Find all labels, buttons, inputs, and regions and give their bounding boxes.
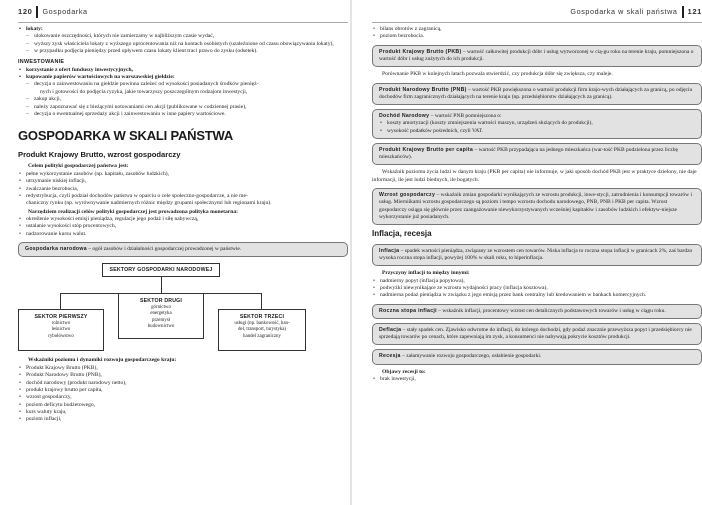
sector-item: del, transport, turystyka) (237, 327, 287, 333)
page-number: 121 (687, 6, 702, 16)
header-rule (18, 22, 348, 23)
list-item: • nadmierny popyt (inflacja popytowa), (372, 278, 702, 285)
definition-box (372, 109, 702, 139)
definition-text: – wartość PKB przypadająca na jednego mieszkańca (war-tość PKB podzielona przez liczbę mieszkańców). (379, 146, 678, 161)
list-item: • poziom bezrobocia. (372, 33, 702, 40)
header-divider (36, 6, 38, 18)
definition-box (372, 323, 702, 346)
list-item: – ulokowanie oszczędności, których nie zamierzamy w najbliższym czasie wydać, (18, 33, 348, 40)
definition-term: Wzrost gospodarczy (379, 192, 436, 199)
list-item: – decyzja o ewentualnej sprzedaży akcji i zainwestowaniu w inne papiery wartościowe. (18, 111, 348, 118)
definition-term: Dochód Narodowy (379, 113, 430, 120)
definition-box (372, 83, 702, 106)
list-item: • wzrost gospodarczy, (18, 394, 348, 401)
definition-text: – stały spadek cen. Zjawisko odwrotne do inflacji, do którego dochodzi, gdy podaż znacznie przewyższa popyt i przedsiębiorcy nie sprzedają towarów po cenach, które zapewniają im zysk, a konsumenci nie nabywają pokrycie kosztów produkcji. (379, 326, 692, 341)
definition-term: Produkt Krajowy Brutto per capita (379, 146, 474, 153)
objawy-heading: Objawy recesji to: (382, 368, 426, 375)
right-page-header (372, 4, 702, 20)
list-item: • podwyżki niewynikające ze wzrostu wydajności pracy (inflacja kosztowa), (372, 285, 702, 292)
sector-item: rybołówstwo (48, 333, 74, 339)
definition-box (372, 349, 702, 364)
definition-text: – załamywanie rozwoju gospodarczego, osłabienie gospodarki. (400, 353, 542, 360)
list-item: – wyższy zysk właściciela lokaty z wyższego oprocentowania niż na kontach osobistych (uzależnione od czasu obowiązywania lokaty), (18, 41, 348, 48)
list-item: • koszty amortyzacji (koszty zmniejszenia wartości maszyn, urządzeń służących do produkcji), (379, 120, 695, 127)
inwestowanie-heading: INWESTOWANIE (18, 58, 65, 65)
definition-text: – wartość PKB powiększona o wartość produkcji firm krajo-wych działających za granicą, po odjęciu dochodów firm zagranicznych działających na terenie kraju (np. przedsiębiorstw działających za granicą). (379, 86, 693, 100)
gielda-list (18, 81, 348, 118)
list-item: – zakup akcji, (18, 96, 348, 103)
sector-item: przemysł (152, 317, 170, 323)
subsection-title: Produkt Krajowy Brutto, wzrost gospodarczy (18, 150, 181, 160)
list-item: • pełne wykorzystanie zasobów (np. kapitału, zasobów ludzkich), (18, 171, 348, 178)
list-item: • Produkt Krajowy Brutto (PKB), (18, 365, 348, 372)
page-number: 120 (18, 6, 33, 16)
list-item: • kurs waluty kraju, (18, 409, 348, 416)
list-item: – w przypadku podjęcia pieniędzy przed upływem czasu lokaty klient traci prawo do zysku (odsetek). (18, 48, 348, 55)
cele-list (18, 171, 348, 208)
cele-heading: Celem polityki gospodarczej państwa jest: (28, 163, 129, 170)
definition-term: Inflacja (379, 247, 400, 254)
list-item: • wysokość podatków pośrednich, czyli VAT. (379, 128, 695, 135)
connector-line (261, 293, 262, 309)
list-item: • zwalczanie bezrobocia, (18, 186, 348, 193)
sector-title: SEKTOR DRUGI (139, 298, 183, 305)
left-page (18, 0, 348, 505)
lokaty-label: • lokaty: (18, 26, 348, 33)
list-item-continued: nych i gotowości do podjęcia ryzyka, jakie towarzyszy poszczególnym rodzajom inwestycji, (40, 88, 248, 95)
list-item: – decyzja o zainwestowaniu na giełdzie powinna zależeć od wysokości posiadanych środków pienięż- (18, 81, 348, 88)
list-item: • korzystanie z ofert funduszy inwestycyjnych, (18, 67, 348, 74)
definition-box (372, 188, 702, 225)
connector-line (60, 293, 61, 309)
definition-term: Deflacja (379, 326, 402, 333)
sector-item: górnictwo (151, 305, 171, 311)
sector-item: usługi (np. bankowość, han- (234, 321, 290, 327)
book-gutter (350, 0, 352, 505)
definition-term: Produkt Krajowy Brutto (PKB) (379, 48, 462, 55)
sector-item: rolnictwo (51, 321, 71, 327)
list-item: • ustalanie wysokości stóp procentowych, (18, 223, 348, 230)
list-item: • kupowanie papierów wartościowych na warszawskiej giełdzie: (18, 74, 348, 81)
przyczyny-list (372, 278, 702, 300)
right-page (372, 0, 702, 505)
definition-text: – spadek wartości pieniądza, związany ze wzrostem cen towarów. Niska inflacja to roczna stopa inflacji w granicach 2%, zaś bardzo wysoka roczna stopa inflacji, powyżej 100% w skali roku, to hiperinflacja. (379, 247, 693, 261)
running-title: Gospodarka w skali państwa (570, 7, 678, 17)
definition-text: – wskaźnik inflacji, procentowy wzrost cen detalicznych podstawowych towarów i usług w ciągu roku. (436, 307, 666, 314)
sector-title: SEKTOR TRZECI (239, 314, 285, 321)
sector-box-3 (218, 309, 306, 351)
list-item: • dochód narodowy (produkt narodowy netto), (18, 380, 348, 387)
paragraph: Porównanie PKB w kolejnych latach pozwala stwierdzić, czy produkcja dóbr się zwiększa, czy maleje. (382, 71, 613, 78)
definition-box (372, 304, 702, 319)
list-item: • poziom deficytu budżetowego, (18, 402, 348, 409)
definition-box (372, 244, 702, 267)
section-title: GOSPODARKA W SKALI PAŃSTWA (18, 128, 234, 144)
diagram-root-label: SEKTORY GOSPODARKI NARODOWEJ (109, 267, 213, 274)
list-item: • produkt krajowy brutto per capita, (18, 387, 348, 394)
definition-text: – ogół zasobów i działalności gospodarczej prowadzonej w państwie. (86, 246, 242, 253)
przyczyny-heading: Przyczyny inflacji to między innymi: (382, 270, 470, 277)
list-item: • bilans obrotów z zagranicą, (372, 26, 702, 33)
definition-text: – wartość całkowitej produkcji dóbr i usług wytworzonej w cią-gu roku na terenie kraju, pomniejszona o wartość dóbr i usług zużytych do ich produkcji. (379, 48, 694, 62)
definition-box (372, 143, 702, 166)
list-item: • nadzorowanie kursu walut. (18, 231, 348, 238)
running-title: Gospodarka (42, 7, 88, 17)
definition-text: – wskaźnik zmian gospodarki wynikających ze wzrostu produkcji, inwe-stycji, zatrudnienia i konsumpcji towarów i usług. Mierniikami wzrostu gospodarczego są poziom i tempo wzrostu dochodu narodowego, PNB, PNB i PKB per capita. Wzrost gospodarczy osiąga się głównie przez zaangażowanie niewykorzystywanych wcześniej kapitałów i zasobów ludzkich i efektyw-niejsze wykorzystanie już posiadanych. (379, 192, 693, 220)
sector-item: handel zagraniczny (243, 333, 281, 339)
definition-term: Gospodarka narodowa (25, 246, 87, 253)
lokaty-list (18, 33, 348, 55)
sector-item: energetyka (150, 311, 172, 317)
right-page-content (372, 26, 702, 383)
left-page-content (18, 26, 348, 424)
list-item: • Produkt Narodowy Brutto (PNB), (18, 372, 348, 379)
sector-title: SEKTOR PIERWSZY (34, 314, 88, 321)
definition-term: Recesja (379, 353, 401, 360)
list-item: • poziom inflacji, (18, 416, 348, 423)
list-item: • utrzymanie niskiej inflacji, (18, 178, 348, 185)
definition-term: Produkt Narodowy Brutto (PNB) (379, 86, 467, 93)
definition-box (372, 45, 702, 68)
sector-item: leśnictwo (51, 327, 71, 333)
list-item: – należy zapoznawać się z bieżącymi notowaniami cen akcji (publikowane w codziennej prasie), (18, 104, 348, 111)
list-item: • brak inwestycji, (372, 376, 702, 383)
definition-text: – wartość PNB pomniejszona o: (429, 113, 502, 120)
narzedzia-list (18, 216, 348, 238)
definition-term: Roczna stopa inflacji (379, 307, 437, 314)
list-item: • określenie wysokości emisji pieniądza, regulacje jego podaż i siłę nabywczą, (18, 216, 348, 223)
wskazniki-list (18, 365, 348, 424)
definition-box (18, 242, 348, 257)
connector-line (161, 277, 162, 293)
continued-list (372, 26, 702, 41)
left-page-header (18, 4, 348, 20)
list-item: • redystrybucja, czyli podział dochodów państwa w oparciu o cele społeczno-gospodarcze, a nie me- (18, 193, 348, 200)
wskazniki-heading: Wskaźniki poziomu i dynamiki rozwoju gospodarczego kraju: (28, 357, 177, 364)
paragraph: Wskaźnik poziomu życia ludzi w danym kraju (PKB per capita) nie informuje, w jaki sposób dochód PKB jest w praktyce dzielony, nie daje informacji, ile jest ludzi biednych, ile bogatych. (372, 169, 697, 183)
diagram-root-box (102, 263, 220, 277)
sector-box-2 (118, 293, 204, 339)
list-item: • nadmierna podaż pieniądza w związku z jego emisją przez bank centralny lub kredowaniem w bankach komercyjnych. (372, 292, 702, 299)
sector-box-1 (18, 309, 104, 351)
header-divider (682, 6, 684, 18)
header-rule (372, 22, 702, 23)
sectors-diagram (18, 263, 348, 356)
narzedzia-heading: Narzędziem realizacji celów polityki gospodarczej jest prowadzona polityka monetarna: (28, 208, 239, 215)
objawy-list (372, 376, 702, 383)
sector-item: budownictwo (147, 323, 175, 329)
inwestowanie-list (18, 67, 348, 82)
list-item-continued: chaniczny rynku (np. wyrównywanie nadmiernych różnic między grupami społecznymi lub regionami kraju). (26, 200, 272, 207)
subsection-title: Inflacja, recesja (372, 229, 432, 239)
